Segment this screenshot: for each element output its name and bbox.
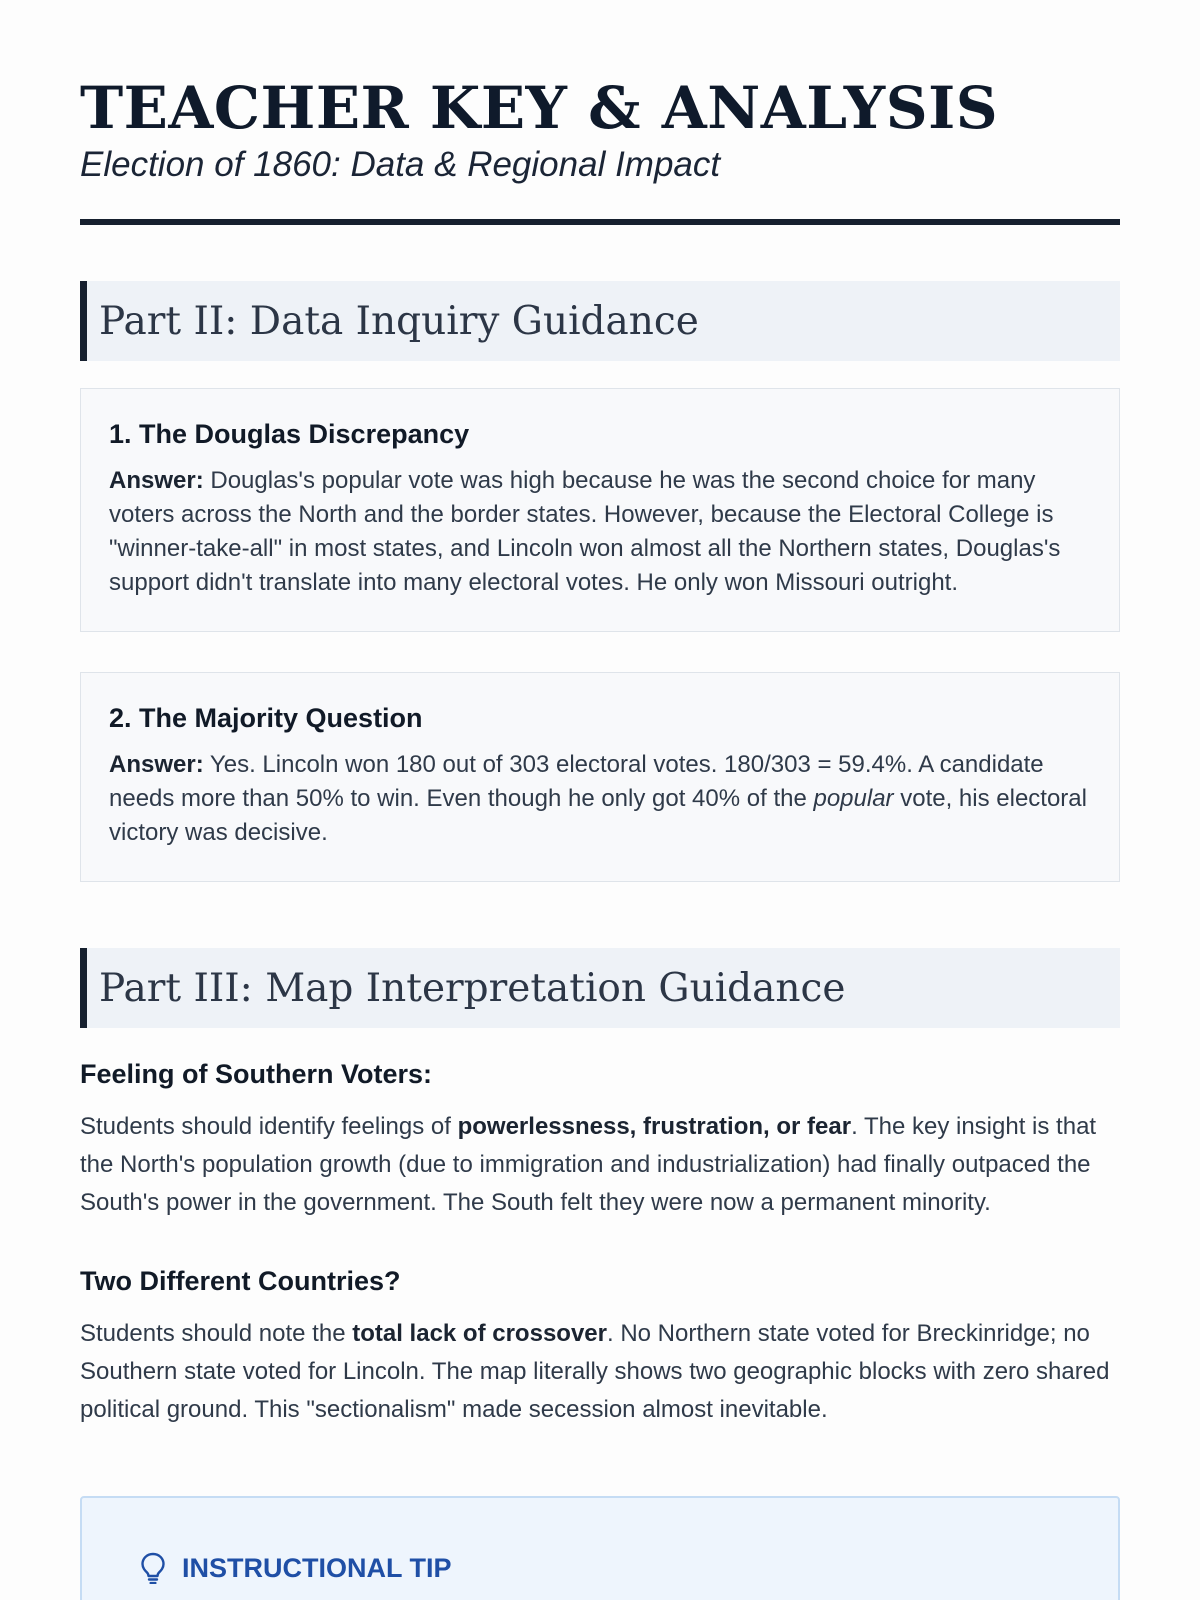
instructional-tip-box [80,1496,1120,1600]
paragraph-emphasis: powerlessness, frustration, or fear [457,1113,852,1140]
paragraph-southern-voters [80,1108,1120,1222]
question-title: 2. The Majority Question [109,703,423,733]
answer-body-end: vote, his electoral victory was decisive. [109,785,1087,846]
answer-label: Answer: [109,751,204,778]
answer-body: Douglas's popular vote was high because he was the second choice for many voters across the North and the border states. However, because the Electoral College is "winner-take-all" in most states, and Lincoln won almost all the Northern states, Douglas's support didn't translate into many electoral votes. He only won Missouri outright. [109,467,1061,596]
question-title: 1. The Douglas Discrepancy [109,419,470,449]
question-card-douglas [80,388,1120,632]
answer-label: Answer: [109,467,204,494]
answer-body-start: Yes. Lincoln won 180 out of 303 electoral votes. 180/303 = 59.4%. A candidate needs more than 50% to win. Even though he only got 40% of the [109,751,1044,812]
paragraph-text: Students should identify feelings of [80,1113,451,1140]
page-title: TEACHER KEY & ANALYSIS [80,74,999,142]
paragraph-text: Students should note the [80,1320,346,1347]
answer-emphasis: popular [813,785,894,812]
section-heading-part-3: Part III: Map Interpretation Guidance [80,948,1120,1028]
paragraph-two-countries [80,1315,1120,1429]
document-header [80,74,1120,185]
paragraph-text: . No Northern state voted for Breckinridge; no Southern state voted for Lincoln. The map literally shows two geographic blocks with zero shared political ground. This "sectionalism" made secession almost inevitable. [80,1320,1110,1423]
answer-text [109,464,1091,600]
paragraph-emphasis: total lack of crossover [352,1320,607,1347]
question-card-majority [80,672,1120,882]
lightbulb-icon [140,1552,166,1584]
subheading-two-countries: Two Different Countries? [80,1266,401,1296]
tip-title-row [140,1552,452,1584]
subheading-southern-voters: Feeling of Southern Voters: [80,1059,433,1089]
answer-text [109,748,1091,850]
paragraph-text: . The key insight is that the North's population growth (due to immigration and industrialization) had finally outpaced the South's power in the government. The South felt they were now a permanent minority. [80,1113,1097,1216]
header-divider [80,219,1120,225]
tip-title: INSTRUCTIONAL TIP [182,1552,452,1583]
section-heading-part-2: Part II: Data Inquiry Guidance [80,281,1120,361]
page-subtitle: Election of 1860: Data & Regional Impact [80,144,721,184]
